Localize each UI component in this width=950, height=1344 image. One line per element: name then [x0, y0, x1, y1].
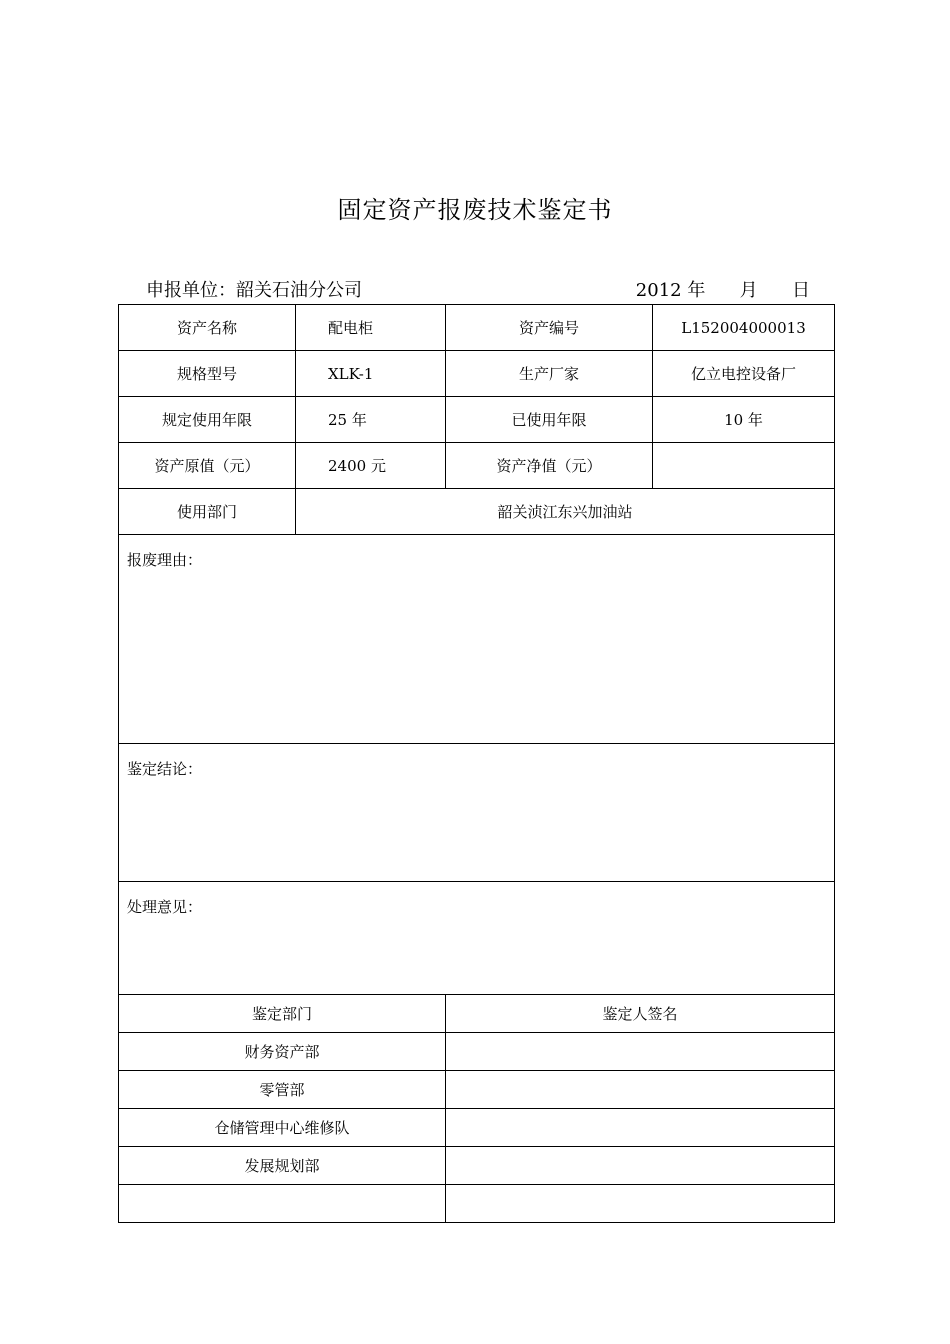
net-value: [653, 443, 835, 489]
signoff-row: [119, 1147, 835, 1185]
reporting-unit: 申报单位：韶关石油分公司: [146, 280, 362, 301]
conclusion-row: [119, 744, 835, 882]
maker-label: 生产厂家: [446, 351, 653, 397]
signature-field[interactable]: [446, 1109, 835, 1147]
dept-label: 使用部门: [119, 489, 296, 535]
orig-value: 2400 元: [296, 443, 446, 489]
reason-row: [119, 535, 835, 744]
spec-value: XLK-1: [296, 351, 446, 397]
signature-field[interactable]: [446, 1185, 835, 1223]
signoff-dept-header: 鉴定部门: [119, 995, 446, 1033]
table-row: [119, 351, 835, 397]
asset-name-label: 资产名称: [119, 305, 296, 351]
spec-label: 规格型号: [119, 351, 296, 397]
signoff-row: [119, 1033, 835, 1071]
signoff-sign-header: 鉴定人签名: [446, 995, 835, 1033]
signature-field[interactable]: [446, 1071, 835, 1109]
signoff-row: [119, 1071, 835, 1109]
signoff-dept: 仓储管理中心维修队: [119, 1109, 446, 1147]
used-label: 已使用年限: [446, 397, 653, 443]
opinion-row: [119, 882, 835, 995]
signoff-header-row: [119, 995, 835, 1033]
life-value: 25 年: [296, 397, 446, 443]
signature-field[interactable]: [446, 1033, 835, 1071]
signoff-row: [119, 1185, 835, 1223]
signoff-dept: 财务资产部: [119, 1033, 446, 1071]
asset-name-value: 配电柜: [296, 305, 446, 351]
header-row: [146, 276, 810, 302]
table-row: [119, 305, 835, 351]
signoff-dept: [119, 1185, 446, 1223]
report-date: 2012 年 月 日: [635, 280, 810, 301]
document-title: 固定资产报废技术鉴定书: [337, 196, 613, 224]
table-row: [119, 443, 835, 489]
life-label: 规定使用年限: [119, 397, 296, 443]
asset-no-label: 资产编号: [446, 305, 653, 351]
signoff-dept: 发展规划部: [119, 1147, 446, 1185]
signoff-dept: 零管部: [119, 1071, 446, 1109]
dept-value: 韶关浈江东兴加油站: [296, 489, 835, 535]
reason-label: 报废理由：: [119, 535, 835, 744]
signature-field[interactable]: [446, 1147, 835, 1185]
table-row: [119, 397, 835, 443]
orig-value-label: 资产原值（元）: [119, 443, 296, 489]
maker-value: 亿立电控设备厂: [653, 351, 835, 397]
used-value: 10 年: [653, 397, 835, 443]
net-value-label: 资产净值（元）: [446, 443, 653, 489]
signoff-row: [119, 1109, 835, 1147]
appraisal-table: [118, 304, 835, 1223]
table-row: [119, 489, 835, 535]
conclusion-label: 鉴定结论：: [119, 744, 835, 882]
opinion-label: 处理意见：: [119, 882, 835, 995]
asset-no-value: L152004000013: [653, 305, 835, 351]
